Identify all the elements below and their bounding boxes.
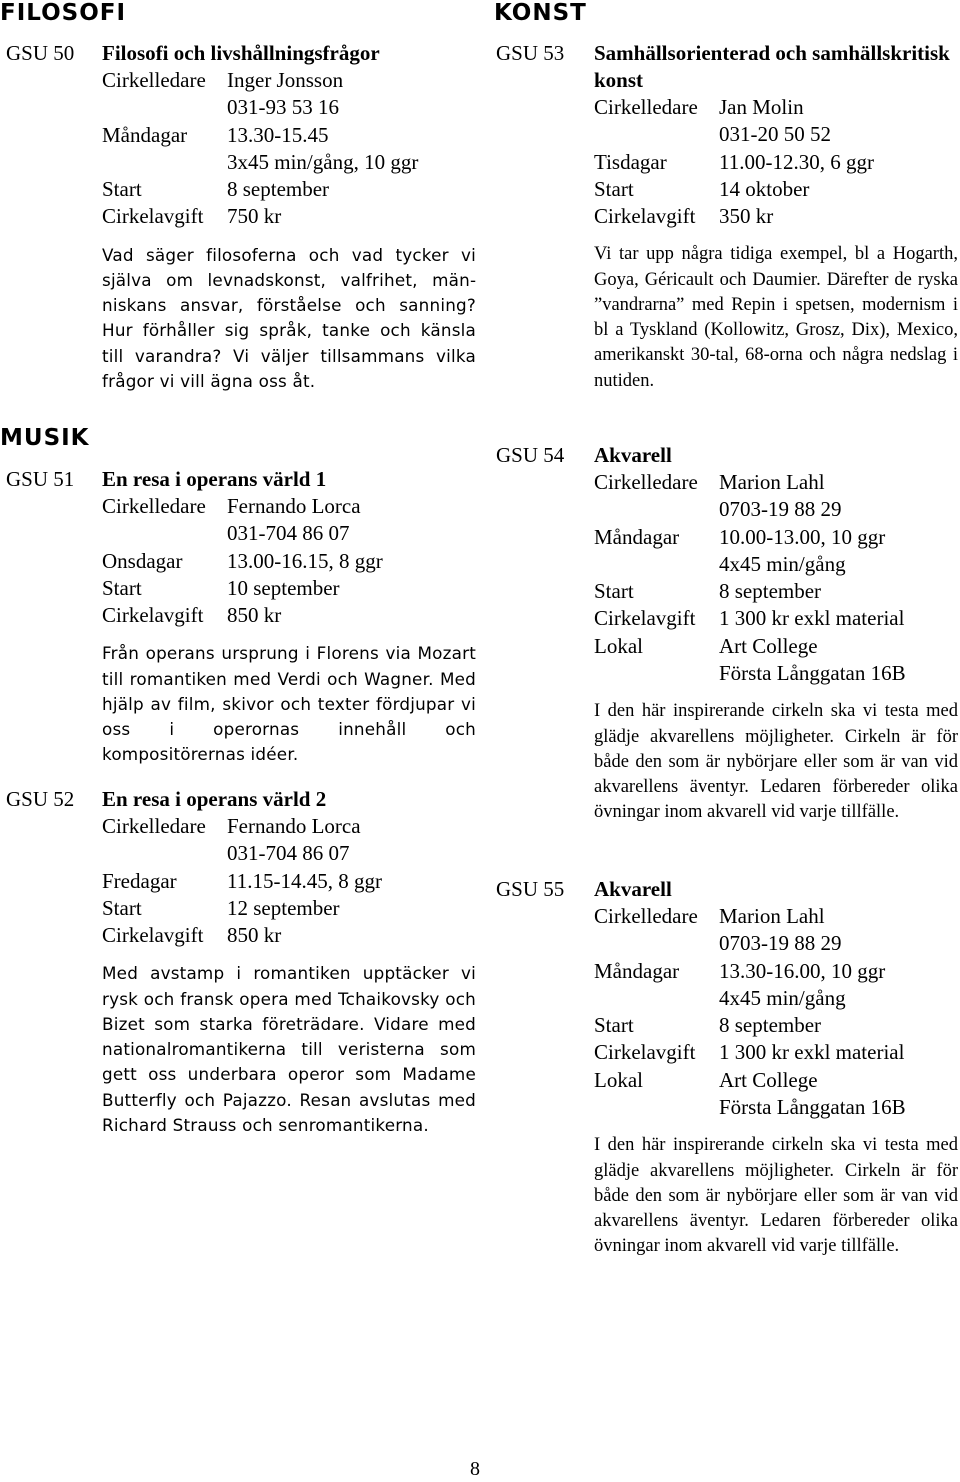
course-code: GSU 53: [496, 41, 565, 65]
detail-label: Onsdagar: [102, 548, 183, 573]
detail-value: 4x45 min/gång: [719, 985, 846, 1010]
detail-row: [102, 840, 476, 867]
detail-label: [594, 660, 719, 687]
detail-value: Marion Lahl: [719, 470, 825, 494]
course-title: Akvarell: [594, 443, 672, 467]
detail-label: Fredagar: [102, 868, 177, 893]
detail-row: [102, 813, 476, 840]
course-description: I den här inspirerande cirkeln ska vi testa med glädje akvarellens möjligheter. Cirkeln är för både den som är nybörjare eller som är van vid akvarellens äventyr. Ledaren förbereder olika övningar inom akvarell vid varje tillfälle.: [594, 1135, 958, 1257]
course-code: GSU 54: [496, 443, 565, 467]
course-description: Med avstamp i romantiken upptäcker vi rysk och fransk opera med Tchaikovsky och Bizet som starka företrädare. Vidare med nationalromantikerna till veristerna som gett oss underbara operor som Madame Butterfly och Pajazzo. Resan avslutas med Richard Strauss och senromantikerna.: [102, 963, 476, 1135]
detail-value: 10 september: [227, 575, 340, 600]
course-description: Vi tar upp några tidiga exempel, bl a Hogarth, Goya, Géricault och Daumier. Därefter de ryska ”vandrarna” med Repin i spetsen, modernism i bl a Tyskland (Kollowitz, Grosz, Dix), Mexico, amerikanskt 30-tal, 68-orna och några nedslag i nutiden.: [594, 244, 958, 391]
detail-row: [102, 122, 476, 149]
detail-row: [594, 121, 958, 148]
detail-row: [102, 67, 476, 94]
detail-value: 13.30-16.00, 10 ggr: [719, 958, 886, 983]
detail-label: Tisdagar: [594, 149, 667, 174]
detail-value: 350 kr: [719, 204, 774, 229]
detail-label: [102, 149, 227, 176]
detail-row: [102, 520, 476, 547]
detail-label: Start: [102, 895, 142, 920]
detail-label: Cirkelledare: [102, 494, 206, 518]
detail-row: [594, 1012, 958, 1039]
detail-value: Jan Molin: [719, 95, 804, 119]
page-number: 8: [470, 1458, 480, 1480]
detail-label: Måndagar: [594, 524, 680, 549]
detail-label: Cirkelavgift: [102, 923, 204, 948]
course-details: [594, 469, 958, 687]
course-title: En resa i operans värld 2: [102, 787, 327, 811]
detail-label: [594, 985, 719, 1012]
detail-label: [102, 520, 227, 547]
detail-value: 8 september: [227, 177, 330, 202]
detail-label: Cirkelavgift: [594, 1040, 696, 1065]
detail-row: [594, 94, 958, 121]
detail-row: [594, 958, 958, 985]
course-code: GSU 52: [6, 787, 75, 811]
section-heading-filosofi: FILOSOFI: [0, 0, 127, 26]
detail-value: 031-704 86 07: [227, 841, 350, 866]
detail-value: Marion Lahl: [719, 904, 825, 928]
detail-label: Cirkelledare: [594, 470, 698, 494]
detail-row: [594, 985, 958, 1012]
detail-row: [594, 496, 958, 523]
detail-row: [102, 548, 476, 575]
detail-value: 031-704 86 07: [227, 521, 350, 546]
detail-label: Start: [102, 575, 142, 600]
detail-label: Lokal: [594, 633, 643, 658]
detail-row: [102, 94, 476, 121]
detail-value: 850 kr: [227, 923, 282, 948]
detail-row: [594, 1039, 958, 1066]
detail-row: [594, 469, 958, 496]
detail-value: Fernando Lorca: [227, 494, 361, 518]
detail-label: Start: [594, 579, 634, 604]
detail-label: Start: [594, 1013, 634, 1038]
detail-label: Lokal: [594, 1067, 643, 1092]
detail-value: 11.00-12.30, 6 ggr: [719, 149, 874, 174]
section-heading-konst: KONST: [494, 0, 587, 26]
detail-label: [594, 551, 719, 578]
detail-label: Cirkelledare: [102, 68, 206, 92]
course-description: Från operans ursprung i Florens via Mozart till romantiken med Verdi och Wagner. Med hjälp av film, skivor och texter fördjupar vi oss i operornas innehåll och kompositörernas idéer.: [102, 643, 476, 765]
course-description: Vad säger filosoferna och vad tycker vi själva om levnadskonst, valfrihet, människans ansvar, förståelse och sanning? Hur förhåller sig språk, tanke och känsla till varandra? Vi väljer tillsammans vilka frågor vi vill ägna oss åt.: [102, 244, 476, 391]
detail-value: Första Långgatan 16B: [719, 661, 906, 686]
detail-label: Måndagar: [594, 958, 680, 983]
detail-value: 12 september: [227, 895, 340, 920]
detail-label: Cirkelledare: [594, 904, 698, 928]
detail-label: Måndagar: [102, 122, 188, 147]
detail-row: [594, 660, 958, 687]
detail-row: [102, 868, 476, 895]
course-details: [594, 903, 958, 1121]
detail-value: 11.15-14.45, 8 ggr: [227, 868, 382, 893]
detail-value: 13.30-15.45: [227, 122, 329, 147]
detail-row: [102, 203, 476, 230]
detail-label: [594, 496, 719, 523]
course-code: GSU 50: [6, 41, 75, 65]
detail-label: Cirkelledare: [102, 814, 206, 838]
detail-value: 850 kr: [227, 603, 282, 628]
detail-label: Cirkelavgift: [594, 204, 696, 229]
detail-value: 1 300 kr exkl material: [719, 1040, 905, 1065]
detail-label: Cirkelavgift: [102, 603, 204, 628]
course-details: [102, 493, 476, 629]
detail-row: [594, 605, 958, 632]
course-code: GSU 51: [6, 467, 75, 491]
detail-label: [594, 1094, 719, 1121]
detail-row: [594, 203, 958, 230]
detail-value: 031-93 53 16: [227, 95, 339, 120]
detail-value: 4x45 min/gång: [719, 551, 846, 576]
course-details: [102, 67, 476, 231]
detail-row: [594, 176, 958, 203]
course-title: Filosofi och livshållningsfrågor: [102, 41, 380, 65]
detail-value: 0703-19 88 29: [719, 497, 842, 522]
detail-value: Art College: [719, 1067, 818, 1092]
detail-row: [102, 493, 476, 520]
detail-row: [102, 922, 476, 949]
detail-row: [102, 149, 476, 176]
detail-value: 14 oktober: [719, 176, 810, 201]
course-code: GSU 55: [496, 877, 565, 901]
detail-value: Art College: [719, 633, 818, 658]
detail-row: [594, 903, 958, 930]
detail-row: [594, 930, 958, 957]
detail-value: 8 september: [719, 1013, 822, 1038]
detail-row: [102, 176, 476, 203]
detail-value: 0703-19 88 29: [719, 931, 842, 956]
course-title: En resa i operans värld 1: [102, 467, 327, 491]
detail-row: [102, 575, 476, 602]
detail-label: Start: [594, 176, 634, 201]
detail-value: 3x45 min/gång, 10 ggr: [227, 149, 419, 174]
detail-label: Start: [102, 177, 142, 202]
detail-value: 1 300 kr exkl material: [719, 606, 905, 631]
detail-row: [594, 633, 958, 660]
detail-row: [102, 602, 476, 629]
detail-row: [102, 895, 476, 922]
detail-value: 750 kr: [227, 204, 282, 229]
detail-label: Cirkelledare: [594, 95, 698, 119]
detail-row: [594, 1094, 958, 1121]
detail-row: [594, 524, 958, 551]
detail-label: [594, 930, 719, 957]
detail-row: [594, 149, 958, 176]
course-details: [102, 813, 476, 949]
detail-label: Cirkelavgift: [594, 606, 696, 631]
section-heading-musik: MUSIK: [0, 425, 90, 451]
detail-value: Inger Jonsson: [227, 68, 344, 92]
course-details: [594, 94, 958, 230]
detail-row: [594, 578, 958, 605]
detail-label: Cirkelavgift: [102, 204, 204, 229]
course-title: Samhällsorienterad och samhällskritisk konst: [594, 41, 950, 92]
course-description: I den här inspirerande cirkeln ska vi testa med glädje akvarellens möjligheter. Cirkeln är för både den som är nybörjare eller som är van vid akvarellens äventyr. Ledaren förbereder olika övningar inom akvarell vid varje tillfälle.: [594, 701, 958, 823]
detail-label: [102, 840, 227, 867]
detail-value: Fernando Lorca: [227, 814, 361, 838]
detail-value: Första Långgatan 16B: [719, 1095, 906, 1120]
detail-value: 8 september: [719, 579, 822, 604]
course-title: Akvarell: [594, 877, 672, 901]
detail-row: [594, 551, 958, 578]
detail-label: [102, 94, 227, 121]
detail-label: [594, 121, 719, 148]
detail-value: 13.00-16.15, 8 ggr: [227, 548, 383, 573]
detail-value: 031-20 50 52: [719, 122, 831, 147]
detail-value: 10.00-13.00, 10 ggr: [719, 524, 886, 549]
detail-row: [594, 1067, 958, 1094]
